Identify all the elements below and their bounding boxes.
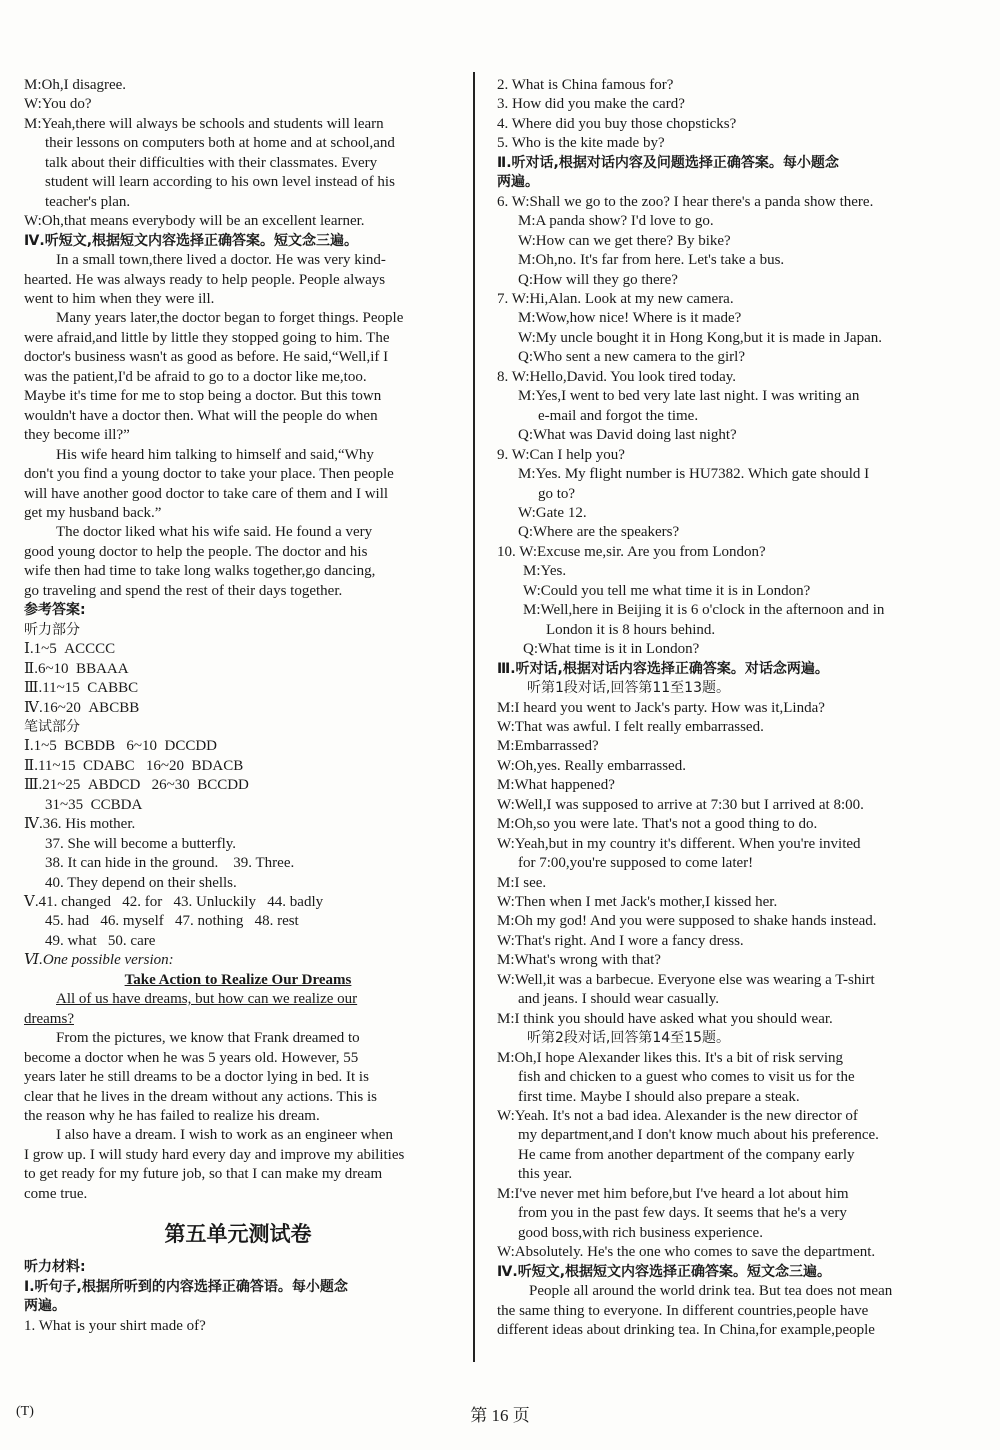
text-line: were afraid,and little by little they stopped going to him. The — [24, 329, 390, 346]
dialogue-line: Q:What time is it in London? — [523, 641, 700, 658]
dialogue-line: first time. Maybe I should also prepare a steak. — [518, 1088, 800, 1105]
dialogue-line: W:Oh,yes. Really embarrassed. — [497, 757, 686, 774]
dialogue-line: M:I've never met him before,but I've heard a lot about him — [497, 1185, 849, 1202]
text-line: In a small town,there lived a doctor. He was very kind- — [56, 252, 386, 269]
text-line: different ideas about drinking tea. In China,for example,people — [497, 1322, 875, 1338]
text-line: become a doctor when he was 5 years old. However, 55 — [24, 1049, 359, 1066]
text-line: went to him when they were ill. — [24, 290, 215, 307]
text-line: dreams? — [24, 1010, 74, 1027]
part-intro: 听第1段对话,回答第11至13题。 — [527, 680, 730, 697]
dialogue-line: W:Yeah,but in my country it's different. When you're invited — [497, 835, 861, 852]
dialogue-line: W:That was awful. I felt really embarrassed. — [497, 718, 764, 735]
answer-line: Ⅰ.1~5 BCBDB 6~10 DCCDD — [24, 738, 218, 755]
dialogue-line: W:That's right. And I wore a fancy dress. — [497, 932, 744, 949]
text-line: doctor's business wasn't as good as before. He said,“Well,if I — [24, 349, 389, 366]
dialogue-line: M:I heard you went to Jack's party. How was it,Linda? — [497, 699, 825, 716]
text-line: they become ill?” — [24, 427, 130, 444]
version-label: Ⅵ.One possible version: — [24, 952, 174, 969]
answer-line: 31~35 CCBDA — [45, 796, 143, 813]
dialogue-line: M:Well,here in Beijing it is 6 o'clock in the afternoon and in — [523, 602, 885, 619]
text-line: clear that he lives in the dream without any actions. This is — [24, 1088, 377, 1105]
dialogue-line: 8. W:Hello,David. You look tired today. — [497, 368, 737, 385]
text-line: wouldn't have a doctor then. What will the people do when — [24, 407, 378, 424]
text-line: wife then had time to take long walks together,go dancing, — [24, 563, 376, 580]
dialogue-line: my department,and I don't know much about his preference. — [518, 1127, 879, 1144]
text-line: All of us have dreams, but how can we realize our — [56, 991, 358, 1008]
text-line: good young doctor to help the people. The doctor and his — [24, 543, 368, 560]
question-line: 4. Where did you buy those chopsticks? — [497, 115, 737, 132]
dialogue-line: M:A panda show? I'd love to go. — [518, 213, 714, 230]
section-heading: Ⅰ.听句子,根据所听到的内容选择正确答语。每小题念 — [24, 1278, 348, 1295]
text-line: From the pictures, we know that Frank dreamed to — [56, 1030, 360, 1047]
dialogue-line: M:Oh,I hope Alexander likes this. It's a bit of risk serving — [497, 1049, 843, 1066]
text-line: M:Yeah,there will always be schools and students will learn — [24, 115, 384, 132]
text-line: hearted. He was always ready to help people. People always — [24, 271, 386, 288]
text-line: talk about their difficulties with their classmates. Every — [45, 154, 378, 171]
dialogue-line: W:How can we get there? By bike? — [518, 232, 731, 249]
text-line: teacher's plan. — [45, 193, 131, 210]
dialogue-line: W:Well,it was a barbecue. Everyone else was wearing a T-shirt — [497, 971, 875, 988]
dialogue-line: M:Yes,I went to bed very late last night. I was writing an — [518, 388, 860, 405]
question-line: 3. How did you make the card? — [497, 96, 685, 113]
footer-mark: (T) — [16, 1404, 34, 1419]
section-heading: 两遍。 — [24, 1298, 66, 1315]
question-line: 1. What is your shirt made of? — [24, 1317, 206, 1334]
section-heading: 两遍。 — [497, 174, 539, 191]
text-line: come true. — [24, 1185, 88, 1202]
unit-title: 第五单元测试卷 — [164, 1222, 312, 1247]
question-line: 2. What is China famous for? — [497, 77, 674, 93]
text-line: I grow up. I will study hard every day and improve my abilities — [24, 1146, 405, 1163]
text-line: student will learn according to his own level instead of his — [45, 174, 395, 191]
answer-line: Ⅴ.41. changed 42. for 43. Unluckily 44. badly — [24, 894, 324, 911]
dialogue-line: 9. W:Can I help you? — [497, 446, 625, 463]
dialogue-line: W:Could you tell me what time it is in London? — [523, 582, 811, 599]
dialogue-line: M:Yes. — [523, 563, 567, 580]
dialogue-line: W:My uncle bought it in Hong Kong,but it is made in Japan. — [518, 329, 882, 346]
dialogue-line: good boss,with rich business experience. — [518, 1224, 763, 1241]
dialogue-line: 10. W:Excuse me,sir. Are you from London? — [497, 543, 766, 560]
text-line: The doctor liked what his wife said. He found a very — [56, 524, 373, 541]
section-heading: Ⅱ.听对话,根据对话内容及问题选择正确答案。每小题念 — [497, 154, 839, 171]
answer-line: Ⅲ.21~25 ABDCD 26~30 BCCDD — [24, 777, 249, 794]
answer-line: Ⅱ.6~10 BBAAA — [24, 660, 129, 677]
answer-line: Ⅲ.11~15 CABBC — [24, 680, 139, 697]
section-heading: Ⅲ.听对话,根据对话内容选择正确答案。对话念两遍。 — [497, 660, 829, 677]
text-line: the same thing to everyone. In different countries,people have — [497, 1302, 869, 1319]
column-divider — [473, 72, 475, 1362]
text-line: was the patient,I'd be afraid to go to a doctor like me,too. — [24, 368, 367, 385]
text-line: I also have a dream. I wish to work as an engineer when — [56, 1127, 393, 1144]
written-heading: 笔试部分 — [24, 718, 80, 735]
text-line: years later he still dreams to be a doctor lying in bed. It is — [24, 1069, 369, 1086]
dialogue-line: e-mail and forgot the time. — [538, 407, 699, 424]
text-line: His wife heard him talking to himself and said,“Why — [56, 446, 374, 463]
section-heading: Ⅳ.听短文,根据短文内容选择正确答案。短文念三遍。 — [24, 232, 359, 249]
dialogue-line: W:Yeah. It's not a bad idea. Alexander is the new director of — [497, 1108, 858, 1125]
text-line: Many years later,the doctor began to forget things. People — [56, 310, 404, 327]
dialogue-line: W:Absolutely. He's the one who comes to save the department. — [497, 1244, 876, 1261]
answer-line: Ⅳ.36. His mother. — [24, 816, 136, 833]
dialogue-line: M:Wow,how nice! Where is it made? — [518, 310, 742, 327]
dialogue-line: M:I think you should have asked what you should wear. — [497, 1010, 833, 1027]
text-line: don't you find a young doctor to take your place. Then people — [24, 466, 394, 483]
dialogue-line: for 7:00,you're supposed to come later! — [518, 855, 754, 872]
text-line: go traveling and spend the rest of their days together. — [24, 582, 343, 599]
dialogue-line: London it is 8 hours behind. — [546, 621, 716, 638]
answer-line: 45. had 46. myself 47. nothing 48. rest — [45, 913, 299, 930]
part-intro: 听第2段对话,回答第14至15题。 — [527, 1030, 730, 1047]
dialogue-line: and jeans. I should wear casually. — [518, 991, 720, 1008]
answers-heading: 参考答案: — [24, 602, 86, 619]
dialogue-line: from you in the past few days. It seems that he's a very — [518, 1205, 847, 1222]
question-line: 5. Who is the kite made by? — [497, 135, 665, 152]
text-line: Maybe it's time for me to stop being a doctor. But this town — [24, 388, 382, 405]
left-column — [24, 76, 452, 1336]
answer-line: 49. what 50. care — [45, 932, 156, 949]
answer-line: 38. It can hide in the ground. 39. Three. — [45, 855, 295, 872]
dialogue-line: fish and chicken to a guest who comes to visit us for the — [518, 1069, 855, 1086]
dialogue-line: W:Well,I was supposed to arrive at 7:30 but I arrived at 8:00. — [497, 796, 864, 813]
answer-line: 40. They depend on their shells. — [45, 874, 237, 891]
dialogue-line: Q:How will they go there? — [518, 271, 678, 288]
right-column — [497, 76, 927, 1340]
answer-line: Ⅱ.11~15 CDABC 16~20 BDACB — [24, 757, 244, 774]
dialogue-line: He came from another department of the company early — [518, 1146, 855, 1163]
text-line: get my husband back.” — [24, 504, 162, 521]
text-line: W:Oh,that means everybody will be an excellent learner. — [24, 213, 365, 230]
dialogue-line: M:Yes. My flight number is HU7382. Which gate should I — [518, 466, 870, 483]
text-line: M:Oh,I disagree. — [24, 77, 127, 93]
text-line: to get ready for my future job, so that I can make my dream — [24, 1166, 383, 1183]
dialogue-line: M:Oh,no. It's far from here. Let's take a bus. — [518, 252, 785, 269]
text-line: will have another good doctor to take care of them and I will — [24, 485, 389, 502]
answer-line: 37. She will become a butterfly. — [45, 835, 237, 852]
dialogue-line: M:What's wrong with that? — [497, 952, 661, 969]
dialogue-line: 6. W:Shall we go to the zoo? I hear there's a panda show there. — [497, 193, 874, 210]
dialogue-line: go to? — [538, 485, 576, 502]
dialogue-line: M:Oh my god! And you were supposed to shake hands instead. — [497, 913, 877, 930]
page-number: 第 16 页 — [470, 1406, 530, 1425]
section-heading: Ⅳ.听短文,根据短文内容选择正确答案。短文念三遍。 — [497, 1263, 832, 1280]
dialogue-line: 7. W:Hi,Alan. Look at my new camera. — [497, 290, 734, 307]
dialogue-line: this year. — [518, 1166, 573, 1183]
dialogue-line: M:Embarrassed? — [497, 738, 599, 755]
dialogue-line: M:I see. — [497, 874, 547, 891]
dialogue-line: M:Oh,so you were late. That's not a good thing to do. — [497, 816, 818, 833]
text-line: the reason why he has failed to realize his dream. — [24, 1108, 320, 1125]
dialogue-line: Q:Who sent a new camera to the girl? — [518, 349, 745, 366]
answer-line: Ⅳ.16~20 ABCBB — [24, 699, 140, 716]
dialogue-line: Q:What was David doing last night? — [518, 427, 737, 444]
text-line: their lessons on computers both at home and at school,and — [45, 135, 395, 152]
material-heading: 听力材料: — [24, 1259, 86, 1276]
text-line: W:You do? — [24, 96, 92, 113]
dialogue-line: W:Gate 12. — [518, 504, 587, 521]
dialogue-line: Q:Where are the speakers? — [518, 524, 680, 541]
essay-title: Take Action to Realize Our Dreams — [124, 971, 352, 988]
text-line: People all around the world drink tea. But tea does not mean — [529, 1283, 893, 1300]
listening-heading: 听力部分 — [24, 621, 80, 638]
dialogue-line: M:What happened? — [497, 777, 615, 794]
dialogue-line: W:Then when I met Jack's mother,I kissed her. — [497, 894, 778, 911]
answer-line: Ⅰ.1~5 ACCCC — [24, 641, 116, 658]
